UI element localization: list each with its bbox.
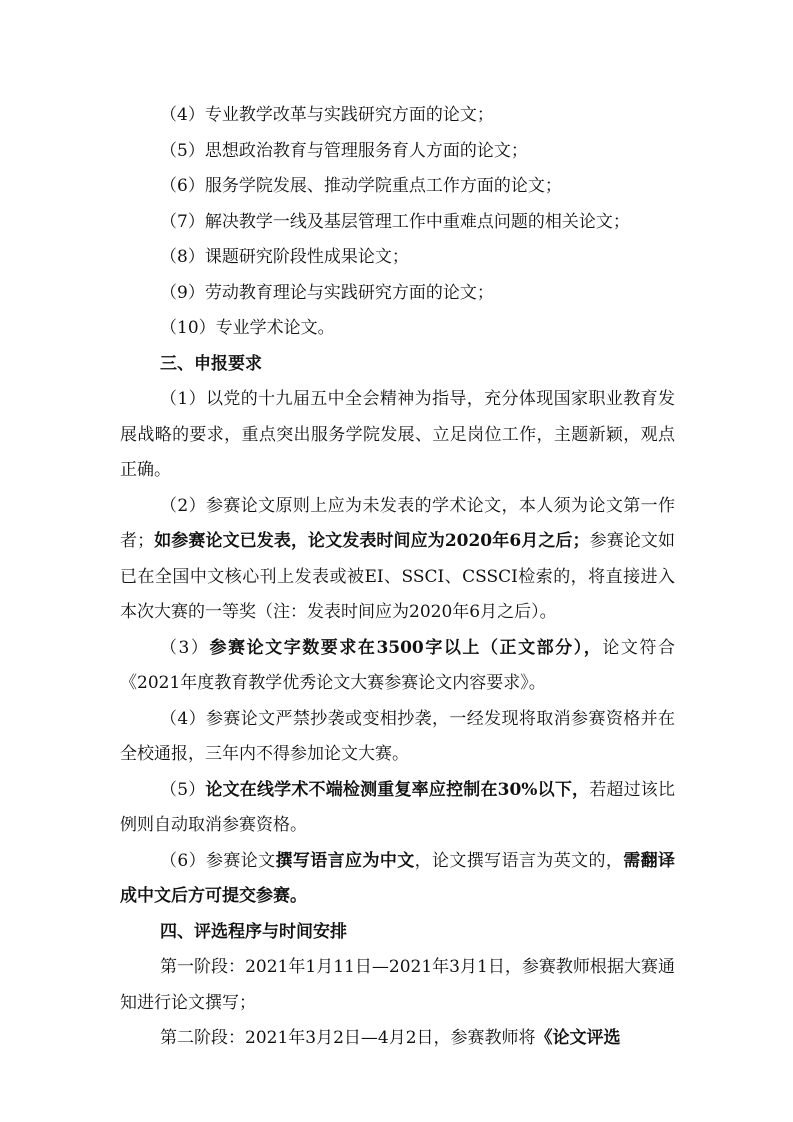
- list-item: （9）劳动教育理论与实践研究方面的论文；: [160, 282, 494, 303]
- paragraph-requirement-3: [120, 631, 675, 702]
- list-item: （8）课题研究阶段性成果论文；: [160, 247, 409, 267]
- paragraph-requirement-1: （1）以党的十九届五中全会精神为指导，充分体现国家职业教育发展战略的要求，重点突出服务学院发展、立足岗位工作，主题新颖，观点正确。: [120, 389, 675, 480]
- bold-text-run: 论文在线学术不端检测重复率应控制在30%以下，: [205, 779, 590, 800]
- text-run: （3）: [160, 637, 210, 658]
- bold-text-run: 如参赛论文已发表，论文发表时间应为2020年6月之后；: [154, 531, 590, 551]
- paragraph-stage-2: [120, 1021, 675, 1057]
- text-run: （2）参赛论文原则上应为未发表的学术论文，本人须为论文第一作者；: [120, 495, 675, 551]
- bold-text-run: 需翻译成中文后方可提交参赛。: [120, 850, 676, 906]
- section-heading-schedule: 四、评选程序与时间安排: [160, 921, 347, 942]
- bold-text-run: 参赛论文字数要求在3500字以上（正文部分），: [209, 637, 603, 658]
- text-run: （6）参赛论文: [160, 850, 276, 871]
- list-item: （10）专业学术论文。: [160, 318, 335, 338]
- text-run: （5）: [160, 779, 206, 800]
- text-run: 论文符合《2021年度教育教学优秀论文大赛参赛论文内容要求》。: [120, 637, 675, 693]
- paragraph-requirement-4: （4）参赛论文严禁抄袭或变相抄袭，一经发现将取消参赛资格并在全校通报，三年内不得参加论文大赛。: [120, 708, 675, 764]
- paragraph-requirement-2: [120, 489, 675, 631]
- paragraph-stage-1: 第一阶段：2021年1月11日—2021年3月1日，参赛教师根据大赛通知进行论文撰写；: [120, 957, 675, 1013]
- list-item: （4）专业教学改革与实践研究方面的论文；: [160, 105, 494, 125]
- bold-text-run: 《论文评选: [535, 1028, 621, 1048]
- text-run: 参赛论文如已在全国中文核心刊上发表或被EI、SSCI、CSSCI检索的，将直接进入本次大赛的一等奖（注：发表时间应为2020年6月之后）。: [120, 531, 676, 622]
- document-body: [120, 98, 675, 1057]
- section-heading-requirements: 三、申报要求: [160, 353, 262, 374]
- paragraph-requirement-6: [120, 844, 675, 915]
- list-item: （6）服务学院发展、推动学院重点工作方面的论文；: [160, 176, 562, 196]
- text-run: ，论文撰写语言为英文的，: [414, 850, 624, 871]
- bold-text-run: 撰写语言应为中文: [275, 850, 415, 871]
- text-run: 若超过该比例则自动取消参赛资格。: [120, 779, 675, 835]
- list-item: （5）思想政治教育与管理服务育人方面的论文；: [160, 140, 528, 161]
- text-run: 第二阶段：2021年3月2日—4月2日，参赛教师将: [160, 1028, 536, 1048]
- paragraph-requirement-5: [120, 773, 675, 844]
- list-item: （7）解决教学一线及基层管理工作中重难点问题的相关论文；: [160, 211, 630, 232]
